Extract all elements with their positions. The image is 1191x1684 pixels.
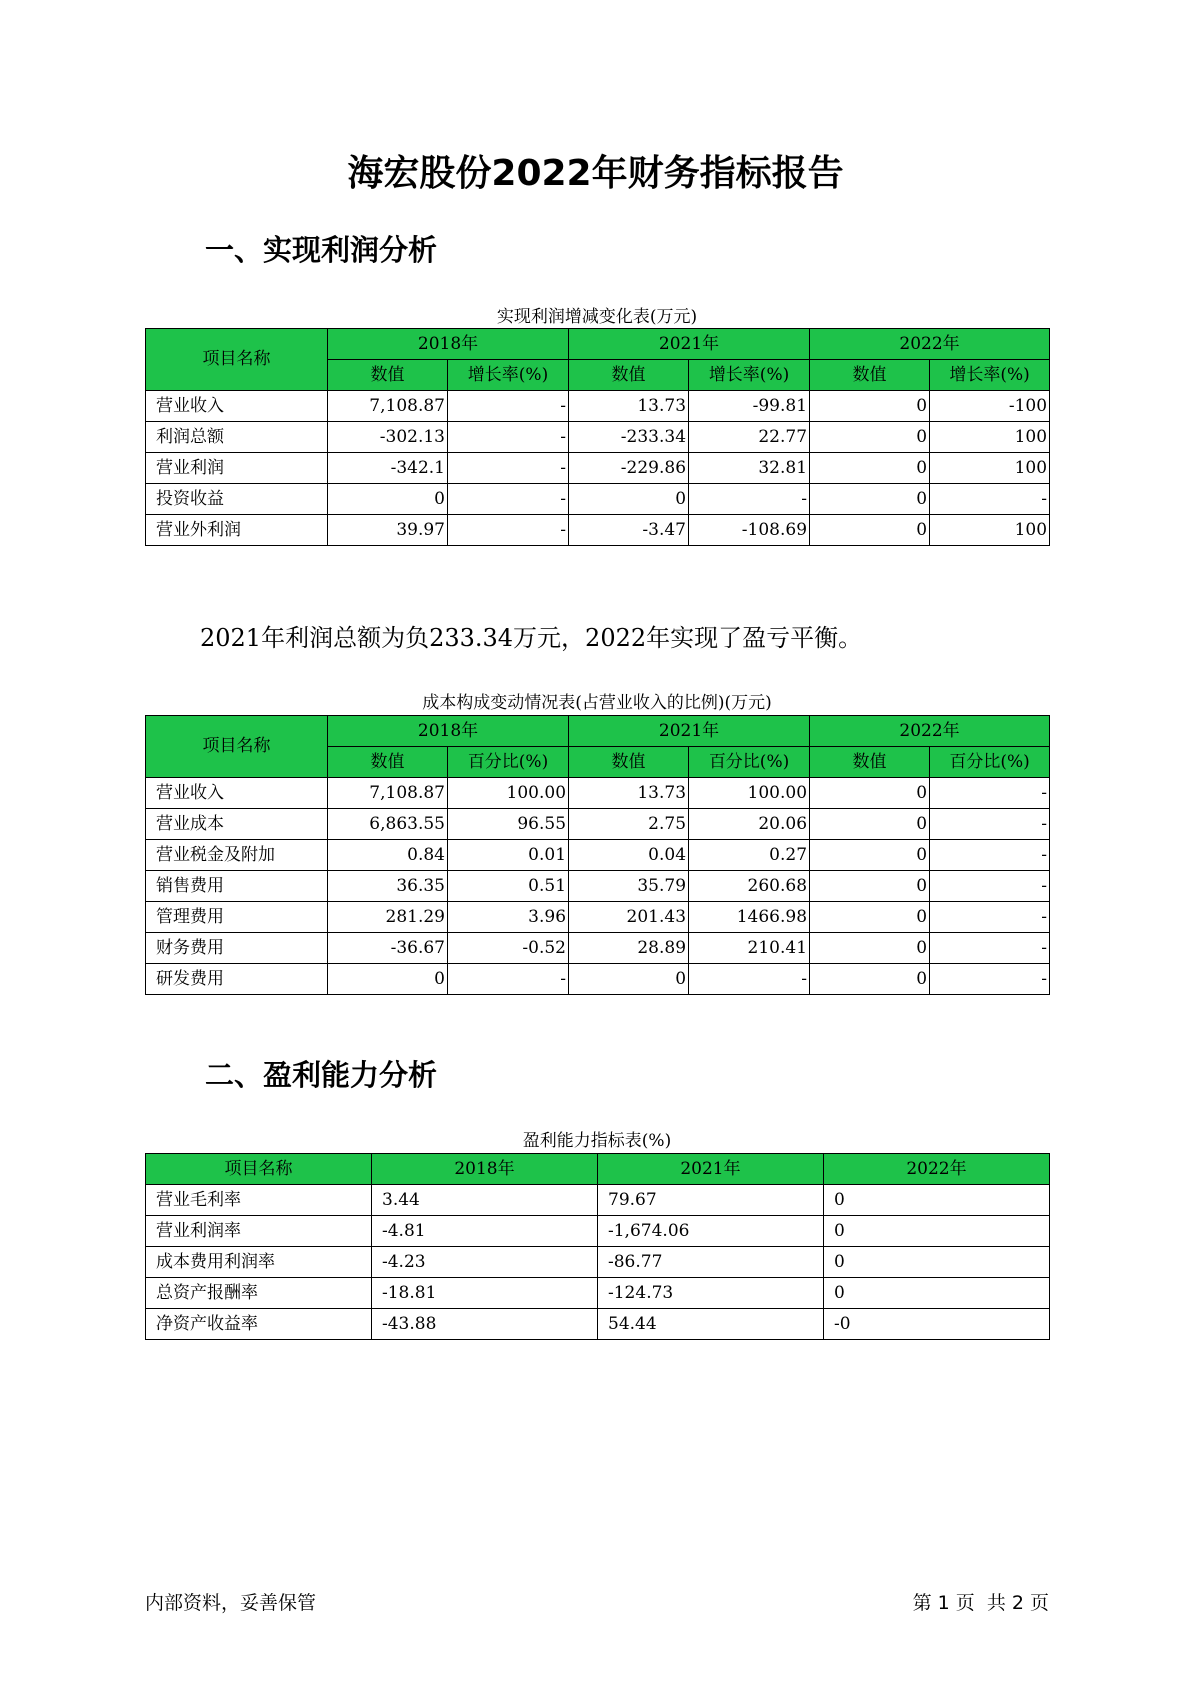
table-cell: 7,108.87 [328, 391, 448, 422]
page-title: 海宏股份2022年财务指标报告 [347, 153, 844, 194]
row-label: 财务费用 [146, 933, 328, 964]
table-row [146, 484, 1050, 515]
table3-header-item: 项目名称 [146, 1154, 372, 1185]
table-cell: - [448, 515, 569, 546]
table1-sub-growth: 增长率(%) [689, 360, 810, 391]
table-cell: 100.00 [448, 778, 569, 809]
table2-sub-value: 数值 [328, 747, 448, 778]
table-row [146, 1216, 1050, 1247]
table-cell: 0.84 [328, 840, 448, 871]
table-row [146, 840, 1050, 871]
table-cell: 54.44 [598, 1309, 824, 1340]
row-label: 总资产报酬率 [146, 1278, 372, 1309]
table-cell: 0.04 [569, 840, 689, 871]
table2-sub-value: 数值 [569, 747, 689, 778]
table-cell: -342.1 [328, 453, 448, 484]
table-cell: 0.01 [448, 840, 569, 871]
table-cell: 100 [930, 422, 1050, 453]
table-row [146, 809, 1050, 840]
table-cell: - [930, 964, 1050, 995]
table2-body [146, 778, 1050, 995]
row-label: 营业外利润 [146, 515, 328, 546]
table-cell: 22.77 [689, 422, 810, 453]
table-cell: 0 [810, 484, 930, 515]
table2-year-2021: 2021年 [569, 716, 810, 747]
table-cell: - [448, 453, 569, 484]
footer-page-number: 第 1 页 共 2 页 [912, 1592, 1049, 1614]
table-cell: 201.43 [569, 902, 689, 933]
row-label: 营业利润 [146, 453, 328, 484]
table2-year-2018: 2018年 [328, 716, 569, 747]
table-cell: 39.97 [328, 515, 448, 546]
row-label: 销售费用 [146, 871, 328, 902]
profitability-table [145, 1153, 1050, 1340]
table2-sub-percent: 百分比(%) [930, 747, 1050, 778]
table-cell: -0.52 [448, 933, 569, 964]
table-cell: - [930, 902, 1050, 933]
table1-year-2018: 2018年 [328, 329, 569, 360]
table-row [146, 902, 1050, 933]
table-cell: - [448, 484, 569, 515]
row-label: 营业成本 [146, 809, 328, 840]
table-cell: -43.88 [372, 1309, 598, 1340]
table-cell: 6,863.55 [328, 809, 448, 840]
table-cell: - [930, 871, 1050, 902]
table-cell: 0 [810, 778, 930, 809]
table-cell: 0 [810, 840, 930, 871]
table-cell: - [930, 809, 1050, 840]
table3-header-2018: 2018年 [372, 1154, 598, 1185]
table1-sub-value: 数值 [569, 360, 689, 391]
table-cell: 0 [824, 1185, 1050, 1216]
table1-year-2022: 2022年 [810, 329, 1050, 360]
table-cell: -3.47 [569, 515, 689, 546]
table-cell: -108.69 [689, 515, 810, 546]
row-label: 成本费用利润率 [146, 1247, 372, 1278]
table-row [146, 515, 1050, 546]
row-label: 利润总额 [146, 422, 328, 453]
table3-body [146, 1185, 1050, 1340]
table-cell: 0 [824, 1216, 1050, 1247]
table-cell: - [448, 391, 569, 422]
table1-body [146, 391, 1050, 546]
table-cell: 100.00 [689, 778, 810, 809]
table-cell: 13.73 [569, 778, 689, 809]
section2-heading: 二、盈利能力分析 [205, 1058, 438, 1092]
table-cell: -233.34 [569, 422, 689, 453]
profit-change-table [145, 328, 1050, 546]
table-cell: 79.67 [598, 1185, 824, 1216]
table-row [146, 964, 1050, 995]
table-cell: 281.29 [328, 902, 448, 933]
table-row [146, 1185, 1050, 1216]
table-cell: - [930, 484, 1050, 515]
section1-heading: 一、实现利润分析 [205, 233, 438, 267]
table1-sub-value: 数值 [328, 360, 448, 391]
table-row [146, 1247, 1050, 1278]
table-row [146, 933, 1050, 964]
table-cell: 0 [569, 484, 689, 515]
table-cell: - [689, 484, 810, 515]
profit-summary-paragraph: 2021年利润总额为负233.34万元，2022年实现了盈亏平衡。 [200, 624, 863, 652]
table-cell: 13.73 [569, 391, 689, 422]
table-cell: -86.77 [598, 1247, 824, 1278]
table-cell: 0 [810, 391, 930, 422]
table-cell: -124.73 [598, 1278, 824, 1309]
table-cell: 35.79 [569, 871, 689, 902]
table-cell: 0 [569, 964, 689, 995]
table-cell: 32.81 [689, 453, 810, 484]
row-label: 净资产收益率 [146, 1309, 372, 1340]
table-cell: 0 [824, 1247, 1050, 1278]
table-cell: - [930, 778, 1050, 809]
table-cell: 100 [930, 515, 1050, 546]
table-cell: 100 [930, 453, 1050, 484]
table1-item-header: 项目名称 [146, 329, 328, 391]
table-cell: -0 [824, 1309, 1050, 1340]
table2-caption: 成本构成变动情况表(占营业收入的比例)(万元) [422, 693, 772, 713]
table2-sub-value: 数值 [810, 747, 930, 778]
table-cell: 2.75 [569, 809, 689, 840]
table1-sub-value: 数值 [810, 360, 930, 391]
table-cell: 0 [810, 809, 930, 840]
table-cell: 0 [824, 1278, 1050, 1309]
table-cell: 0 [810, 933, 930, 964]
table1-sub-growth: 增长率(%) [930, 360, 1050, 391]
table-cell: 1466.98 [689, 902, 810, 933]
table-cell: 0 [328, 484, 448, 515]
table-cell: 7,108.87 [328, 778, 448, 809]
table-row [146, 422, 1050, 453]
table-cell: - [689, 964, 810, 995]
row-label: 营业税金及附加 [146, 840, 328, 871]
table-cell: 0.51 [448, 871, 569, 902]
table-cell: 0 [810, 422, 930, 453]
table1-sub-growth: 增长率(%) [448, 360, 569, 391]
table-cell: -4.23 [372, 1247, 598, 1278]
table-cell: 3.96 [448, 902, 569, 933]
table2-sub-percent: 百分比(%) [689, 747, 810, 778]
table3-header-2021: 2021年 [598, 1154, 824, 1185]
table3-caption: 盈利能力指标表(%) [522, 1131, 672, 1151]
table2-item-header: 项目名称 [146, 716, 328, 778]
table-cell: 0.27 [689, 840, 810, 871]
table-cell: -99.81 [689, 391, 810, 422]
table-cell: 0 [810, 515, 930, 546]
table-row [146, 391, 1050, 422]
row-label: 管理费用 [146, 902, 328, 933]
table-cell: -100 [930, 391, 1050, 422]
table-row [146, 871, 1050, 902]
row-label: 营业收入 [146, 778, 328, 809]
row-label: 研发费用 [146, 964, 328, 995]
table-cell: 0 [810, 902, 930, 933]
table-cell: - [448, 422, 569, 453]
table1-year-2021: 2021年 [569, 329, 810, 360]
table-cell: 0 [810, 453, 930, 484]
table-cell: -18.81 [372, 1278, 598, 1309]
table1-caption: 实现利润增减变化表(万元) [496, 307, 698, 327]
table-cell: - [930, 933, 1050, 964]
table-cell: 0 [810, 964, 930, 995]
table-cell: -1,674.06 [598, 1216, 824, 1247]
row-label: 营业收入 [146, 391, 328, 422]
row-label: 营业毛利率 [146, 1185, 372, 1216]
table-cell: 0 [328, 964, 448, 995]
table-cell: - [930, 840, 1050, 871]
table-cell: -229.86 [569, 453, 689, 484]
table-cell: 0 [810, 871, 930, 902]
table-cell: 36.35 [328, 871, 448, 902]
table2-sub-percent: 百分比(%) [448, 747, 569, 778]
row-label: 投资收益 [146, 484, 328, 515]
table3-header-2022: 2022年 [824, 1154, 1050, 1185]
footer-confidential-note: 内部资料，妥善保管 [145, 1592, 317, 1614]
table-row [146, 1278, 1050, 1309]
table-cell: 210.41 [689, 933, 810, 964]
cost-structure-table [145, 715, 1050, 995]
table-cell: - [448, 964, 569, 995]
table-cell: -4.81 [372, 1216, 598, 1247]
table-cell: -36.67 [328, 933, 448, 964]
table-cell: 20.06 [689, 809, 810, 840]
table-row [146, 778, 1050, 809]
table-cell: 3.44 [372, 1185, 598, 1216]
table-cell: 28.89 [569, 933, 689, 964]
table-cell: 96.55 [448, 809, 569, 840]
table-cell: 260.68 [689, 871, 810, 902]
row-label: 营业利润率 [146, 1216, 372, 1247]
table-row [146, 1309, 1050, 1340]
table-cell: -302.13 [328, 422, 448, 453]
table-row [146, 453, 1050, 484]
table2-year-2022: 2022年 [810, 716, 1050, 747]
